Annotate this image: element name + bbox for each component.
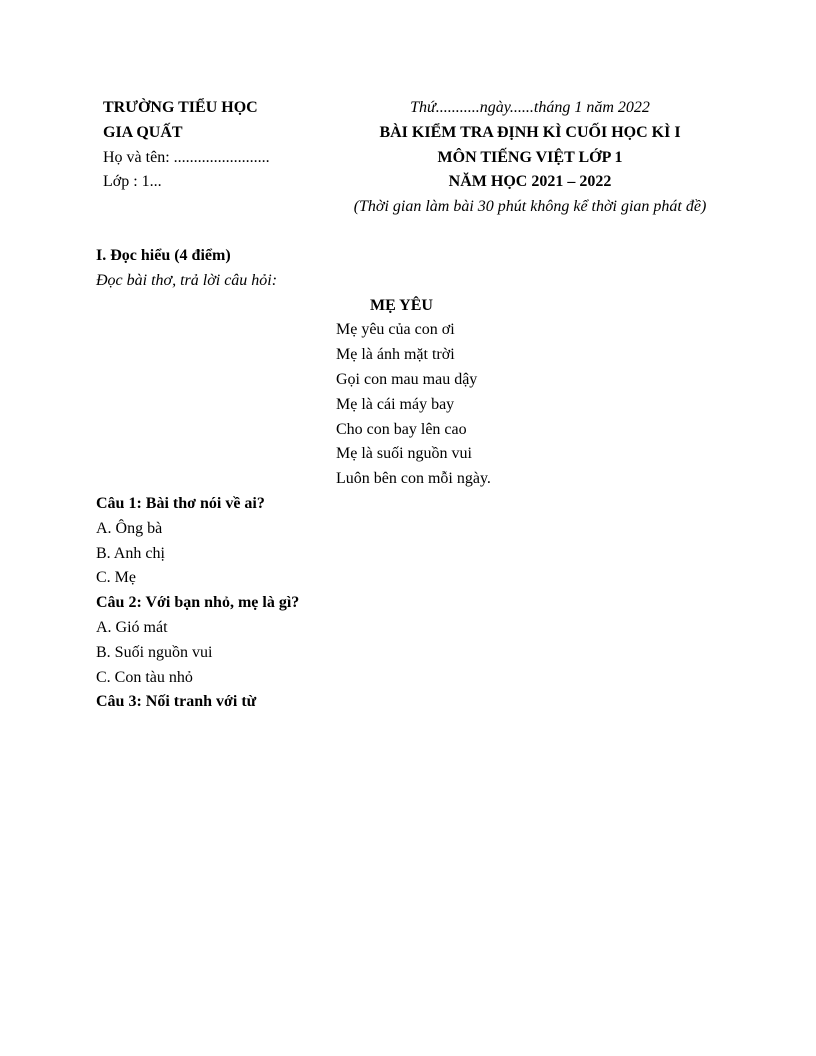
date-line: Thứ...........ngày......tháng 1 năm 2022 (410, 99, 650, 116)
exam-body (96, 244, 736, 715)
section-heading: I. Đọc hiểu (4 điểm) (96, 247, 231, 264)
poem-line: Mẹ là cái máy bay (336, 395, 455, 413)
answer-option: B. Suối nguồn vui (96, 643, 213, 661)
section-instruction: Đọc bài thơ, trả lời câu hỏi: (96, 271, 278, 289)
school-name-line-1: TRƯỜNG TIỂU HỌC (103, 99, 258, 116)
exam-title: BÀI KIỂM TRA ĐỊNH KÌ CUỐI HỌC KÌ I (379, 123, 681, 141)
answer-option: C. Mẹ (96, 569, 136, 587)
answer-option: A. Ông bà (96, 519, 163, 537)
question-1 (96, 492, 736, 591)
poem-line: Gọi con mau mau dậy (336, 370, 478, 388)
question-title: Câu 2: Với bạn nhỏ, mẹ là gì? (96, 594, 300, 612)
question-title: Câu 3: Nối tranh với từ (96, 693, 257, 711)
question-3 (96, 690, 736, 715)
poem-body (96, 318, 736, 492)
answer-option: A. Gió mát (96, 618, 168, 636)
poem-title: MẸ YÊU (370, 296, 433, 314)
poem-line: Mẹ là suối nguồn vui (336, 445, 472, 463)
question-2 (96, 591, 736, 690)
poem-line: Mẹ là ánh mặt trời (336, 346, 455, 364)
poem-line: Mẹ yêu của con ơi (336, 321, 455, 339)
student-name-line: Họ và tên: ........................ (103, 148, 270, 166)
time-note: (Thời gian làm bài 30 phút không kể thời gian phát đề) (353, 198, 707, 216)
school-year: NĂM HỌC 2021 – 2022 (448, 173, 612, 191)
answer-option: C. Con tàu nhỏ (96, 668, 193, 686)
answer-option: B. Anh chị (96, 544, 165, 562)
question-title: Câu 1: Bài thơ nói về ai? (96, 494, 265, 512)
exam-subject: MÔN TIẾNG VIỆT LỚP 1 (437, 148, 623, 166)
poem-line: Luôn bên con mỗi ngày. (336, 470, 491, 488)
school-name-line-2: GIA QUẤT (103, 123, 183, 141)
class-line: Lớp : 1... (103, 173, 162, 191)
poem-line: Cho con bay lên cao (336, 420, 467, 438)
exam-info (345, 96, 715, 220)
school-info (103, 96, 333, 195)
